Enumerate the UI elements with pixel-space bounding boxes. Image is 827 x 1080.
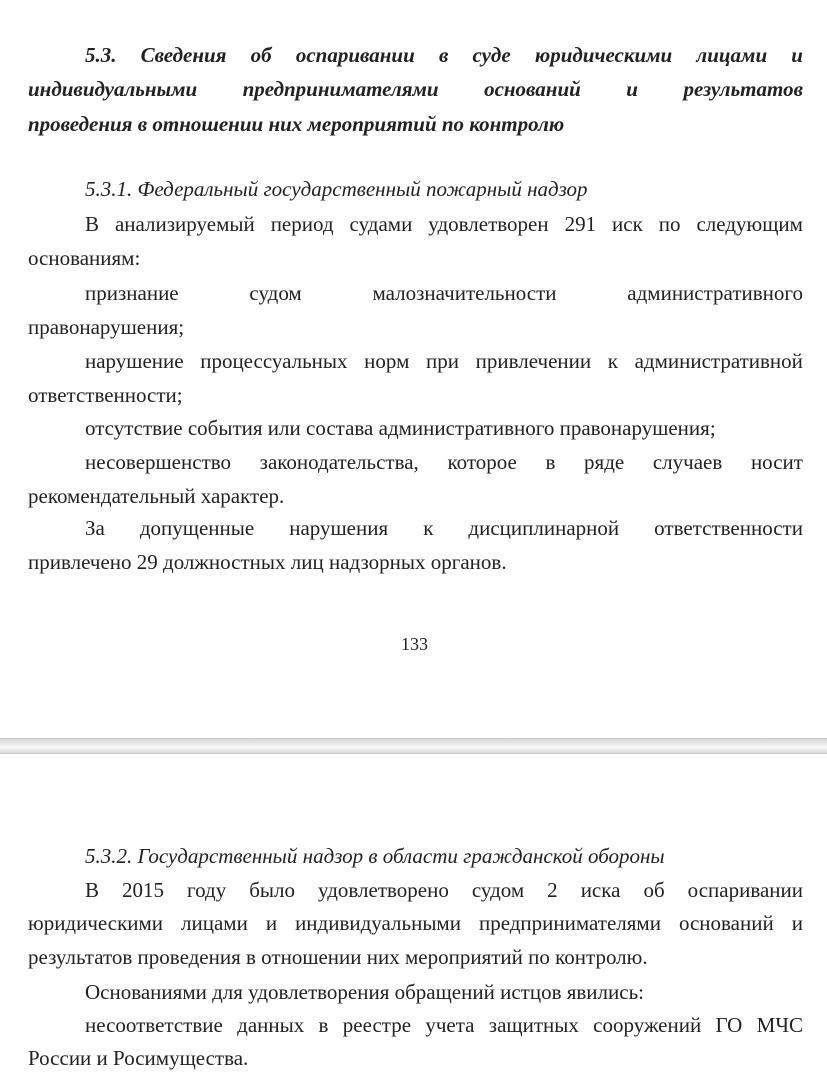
section-heading-line-1 bbox=[85, 42, 803, 68]
subsection-title-civil-defense: 5.3.2. Государственный надзор в области гражданской обороны bbox=[85, 844, 665, 868]
word: Сведения bbox=[140, 43, 227, 67]
word: судом bbox=[471, 878, 525, 902]
word: нарушения bbox=[289, 516, 389, 540]
word: В bbox=[85, 878, 100, 902]
word: об bbox=[250, 43, 272, 67]
paragraph-line: основаниям: bbox=[28, 246, 141, 270]
word: следующим bbox=[696, 212, 803, 236]
word: и bbox=[626, 77, 638, 101]
word: 2015 bbox=[122, 878, 165, 902]
word: иск bbox=[612, 212, 643, 236]
word: 291 bbox=[564, 212, 597, 236]
word: удовлетворен bbox=[428, 212, 549, 236]
word: носит bbox=[750, 450, 803, 474]
section-heading-line-2 bbox=[28, 76, 803, 102]
word: предпринимателями bbox=[478, 911, 661, 935]
word: несоответствие bbox=[85, 1013, 223, 1037]
word: по bbox=[658, 212, 681, 236]
paragraph-line bbox=[85, 211, 803, 237]
word: лицами bbox=[181, 911, 248, 935]
word: при bbox=[426, 349, 459, 373]
word: иска bbox=[580, 878, 621, 902]
list-item-line: ответственности; bbox=[28, 383, 183, 407]
word: оснований bbox=[484, 77, 581, 101]
word: к bbox=[607, 349, 618, 373]
word: данных bbox=[237, 1013, 305, 1037]
word: оснований bbox=[678, 911, 774, 935]
word: норм bbox=[364, 349, 410, 373]
word: удовлетворено bbox=[318, 878, 449, 902]
word: ряде bbox=[584, 450, 625, 474]
word: несовершенство bbox=[85, 450, 232, 474]
list-item-line: правонарушения; bbox=[28, 315, 185, 339]
word: 5.3. bbox=[85, 43, 117, 67]
word: предпринимателями bbox=[242, 77, 439, 101]
word: к bbox=[423, 516, 434, 540]
page-number: 133 bbox=[401, 634, 428, 654]
word: лицами bbox=[696, 43, 768, 67]
paragraph-line: Основаниями для удовлетворения обращений истцов явились: bbox=[85, 980, 644, 1004]
page-separator bbox=[0, 738, 827, 754]
word: в bbox=[545, 450, 556, 474]
word: и bbox=[265, 911, 278, 935]
word: в bbox=[318, 1013, 329, 1037]
word: юридическими bbox=[534, 43, 673, 67]
word: ГО bbox=[715, 1013, 743, 1037]
list-item-line bbox=[85, 1012, 803, 1038]
word: В bbox=[85, 212, 100, 236]
word: За bbox=[85, 516, 105, 540]
word: административной bbox=[634, 349, 803, 373]
paragraph-line bbox=[28, 910, 803, 936]
word: юридическими bbox=[28, 911, 164, 935]
list-item-line bbox=[85, 280, 803, 306]
list-item-line: России и Росимущества. bbox=[28, 1046, 249, 1070]
word: период bbox=[270, 212, 334, 236]
list-item-line bbox=[85, 449, 803, 475]
list-item-line: отсутствие события или состава административного правонарушения; bbox=[85, 416, 716, 440]
word: оспаривании bbox=[687, 878, 803, 902]
word: защитных bbox=[488, 1013, 579, 1037]
word: случаев bbox=[652, 450, 723, 474]
word: индивидуальными bbox=[28, 77, 198, 101]
word: анализируемый bbox=[114, 212, 255, 236]
word: нарушение bbox=[85, 349, 184, 373]
word: результатов bbox=[683, 77, 803, 101]
list-item-line: рекомендательный характер. bbox=[28, 484, 285, 508]
word: судами bbox=[349, 212, 413, 236]
subsection-title-fire-supervision: 5.3.1. Федеральный государственный пожарный надзор bbox=[85, 177, 588, 201]
section-heading-line-3: проведения в отношении них мероприятий по контролю bbox=[28, 112, 565, 136]
word: было bbox=[249, 878, 296, 902]
word: в bbox=[438, 43, 449, 67]
word: суде bbox=[472, 43, 511, 67]
word: ответственности bbox=[654, 516, 803, 540]
word: административного bbox=[627, 281, 803, 305]
word: сооружений bbox=[593, 1013, 702, 1037]
word: и bbox=[791, 911, 803, 935]
word: 2 bbox=[547, 878, 558, 902]
word: реестре bbox=[342, 1013, 412, 1037]
word: дисциплинарной bbox=[468, 516, 620, 540]
list-item-line bbox=[85, 348, 803, 374]
word: МЧС bbox=[756, 1013, 803, 1037]
word: индивидуальными bbox=[295, 911, 461, 935]
word: процессуальных bbox=[200, 349, 348, 373]
word: учета bbox=[425, 1013, 475, 1037]
word: допущенные bbox=[139, 516, 255, 540]
paragraph-line bbox=[85, 515, 803, 541]
word: которое bbox=[447, 450, 517, 474]
paragraph-line: результатов проведения в отношении них мероприятий по контролю. bbox=[28, 945, 648, 969]
word: судом bbox=[249, 281, 302, 305]
word: и bbox=[791, 43, 803, 67]
word: привлечении bbox=[475, 349, 592, 373]
word: оспаривании bbox=[295, 43, 415, 67]
word: малозначительности bbox=[372, 281, 557, 305]
word: признание bbox=[85, 281, 179, 305]
word: году bbox=[187, 878, 227, 902]
paragraph-line: привлечено 29 должностных лиц надзорных органов. bbox=[28, 550, 507, 574]
word: об bbox=[643, 878, 665, 902]
word: законодательства, bbox=[259, 450, 419, 474]
paragraph-line bbox=[85, 877, 803, 903]
